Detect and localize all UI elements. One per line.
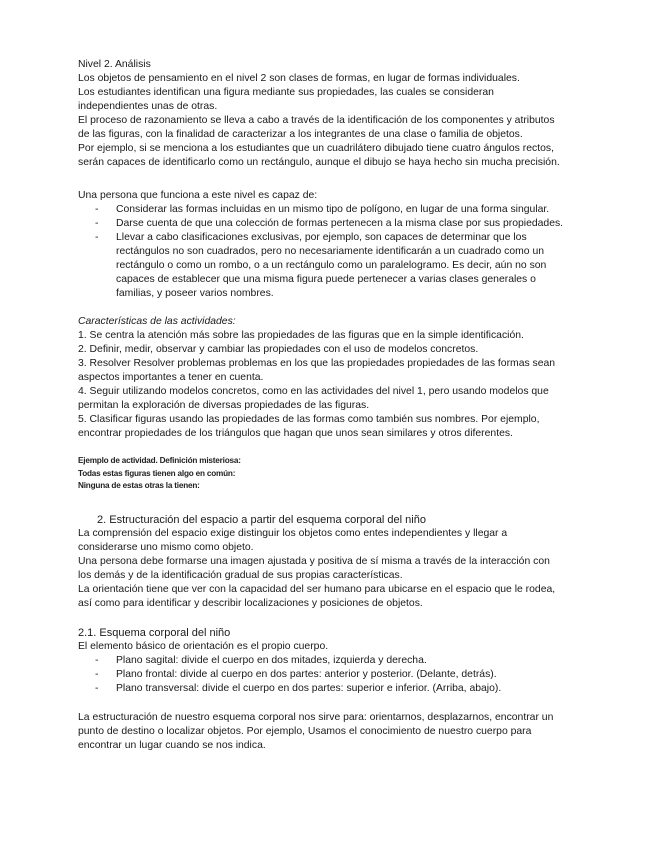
list-item: - Plano transversal: divide el cuerpo en dos partes: superior e inferior. (Arriba, abajo).: [95, 683, 502, 694]
paragraph-line: La orientación tiene que ver con la capacidad del ser humano para ubicarse en el espacio que le rodea,: [78, 584, 556, 595]
paragraph-line: los demás y de la identificación gradual de sus propias características.: [78, 570, 403, 581]
seccion2-section: [78, 513, 578, 611]
paragraph-line: encontrar propiedades de los triángulos que hagan que unos sean similares y otros diferentes.: [78, 428, 513, 439]
ejemplo-line: Ejemplo de actividad. Definición misteriosa:: [78, 456, 241, 465]
list-item: - Considerar las formas incluidas en un mismo tipo de polígono, en lugar de una forma singular.: [95, 204, 550, 215]
paragraph-line: Los estudiantes identifican una figura mediante sus propiedades, las cuales se consideran: [78, 87, 494, 98]
paragraph-line: independientes unas de otras.: [78, 101, 218, 112]
list-item: - Plano sagital: divide el cuerpo en dos mitades, izquierda y derecha.: [95, 655, 427, 666]
paragraph-line: punto de destino o localizar objetos. Por ejemplo, Usamos el conocimiento de nuestro cuerpo para: [78, 726, 532, 737]
paragraph-line: Por ejemplo, si se menciona a los estudiantes que un cuadrilátero dibujado tiene cuatro ángulos rectos,: [78, 143, 554, 154]
paragraph-line: 4. Seguir utilizando modelos concretos, como en las actividades del nivel 1, pero usando modelos que: [78, 386, 549, 397]
paragraph-line: 2. Definir, medir, observar y cambiar las propiedades con el uso de modelos concretos.: [78, 344, 479, 355]
paragraph-line: El proceso de razonamiento se lleva a cabo a través de la identificación de los componentes y atributos: [78, 115, 555, 126]
seccion2-heading: 2. Estructuración del espacio a partir del esquema corporal del niño: [97, 514, 426, 526]
bullet-dash: -: [95, 218, 99, 229]
caracteristicas-section: [78, 315, 578, 441]
nivel2-title: Nivel 2. Análisis: [78, 59, 151, 70]
ejemplo-line: Todas estas figuras tienen algo en común:: [78, 468, 236, 478]
seccion21-section: [78, 626, 578, 696]
list-item: - Darse cuenta de que una colección de formas pertenecen a la misma clase por sus propiedades.: [95, 218, 564, 229]
persona-intro: Una persona que funciona a este nivel es capaz de:: [78, 190, 318, 201]
bullet-dash: -: [95, 669, 99, 680]
paragraph-line: La estructuración de nuestro esquema corporal nos sirve para: orientarnos, desplazarnos, encontrar un: [78, 712, 554, 723]
ejemplo-line: Ninguna de estas otras la tienen:: [78, 481, 200, 490]
paragraph-line: 5. Clasificar figuras usando las propiedades de las formas como también sus nombres. Por ejemplo,: [78, 414, 540, 425]
paragraph-line: aspectos importantes a tener en cuenta.: [78, 372, 264, 383]
caracteristicas-title: Características de las actividades:: [78, 316, 236, 327]
paragraph-line: La comprensión del espacio exige distinguir los objetos como entes independientes y llegar a: [78, 528, 508, 539]
paragraph-line: encontrar un lugar cuando se nos indica.: [78, 740, 266, 751]
paragraph-line: permitan la exploración de diversas propiedades de las figuras.: [78, 400, 370, 411]
paragraph-line: así como para identificar y describir localizaciones y posiciones de objetos.: [78, 598, 423, 609]
paragraph-line: 1. Se centra la atención más sobre las propiedades de las figuras que en la simple identificación.: [78, 330, 524, 341]
cierre-section: [78, 711, 578, 753]
paragraph-line: de las figuras, con la finalidad de caracterizar a los integrantes de una clase o familia de objetos.: [78, 129, 523, 140]
paragraph-line: 3. Resolver Resolver problemas problemas en los que las propiedades propiedades de las formas sean: [78, 358, 556, 369]
bullet-dash: -: [95, 655, 99, 666]
list-item: - Plano frontal: divide al cuerpo en dos partes: anterior y posterior. (Delante, detrás).: [95, 669, 497, 680]
paragraph-line: Los objetos de pensamiento en el nivel 2 son clases de formas, en lugar de formas individuales.: [78, 73, 520, 84]
paragraph-line: Una persona debe formarse una imagen ajustada y positiva de sí misma a través de la interacción con: [78, 556, 550, 567]
nivel2-section: [78, 58, 578, 170]
persona-section: [78, 189, 578, 301]
bullet-dash: -: [95, 683, 99, 694]
paragraph-line: serán capaces de identificarlo como un rectángulo, aunque el dibujo se haya hecho sin mucha precisión.: [78, 157, 560, 168]
list-item: - Llevar a cabo clasificaciones exclusivas, por ejemplo, son capaces de determinar que los rectángulos no son cuadrados, pero no necesariamente identificarán a un cuadrado como un rectángulo o como un rombo, o a un rectángulo como un paralelogramo. Es decir, aún no son capaces de establecer que una misma figura puede pertenecer a varias clases generales o familias, y poseer varios nombres.: [95, 232, 547, 299]
bullet-dash: -: [95, 204, 99, 215]
ejemplo-section: [78, 455, 578, 493]
bullet-dash: -: [95, 232, 99, 243]
seccion21-intro: El elemento básico de orientación es el propio cuerpo.: [78, 641, 329, 652]
seccion21-heading: 2.1. Esquema corporal del niño: [78, 627, 231, 639]
paragraph-line: considerarse uno mismo como objeto.: [78, 542, 254, 553]
